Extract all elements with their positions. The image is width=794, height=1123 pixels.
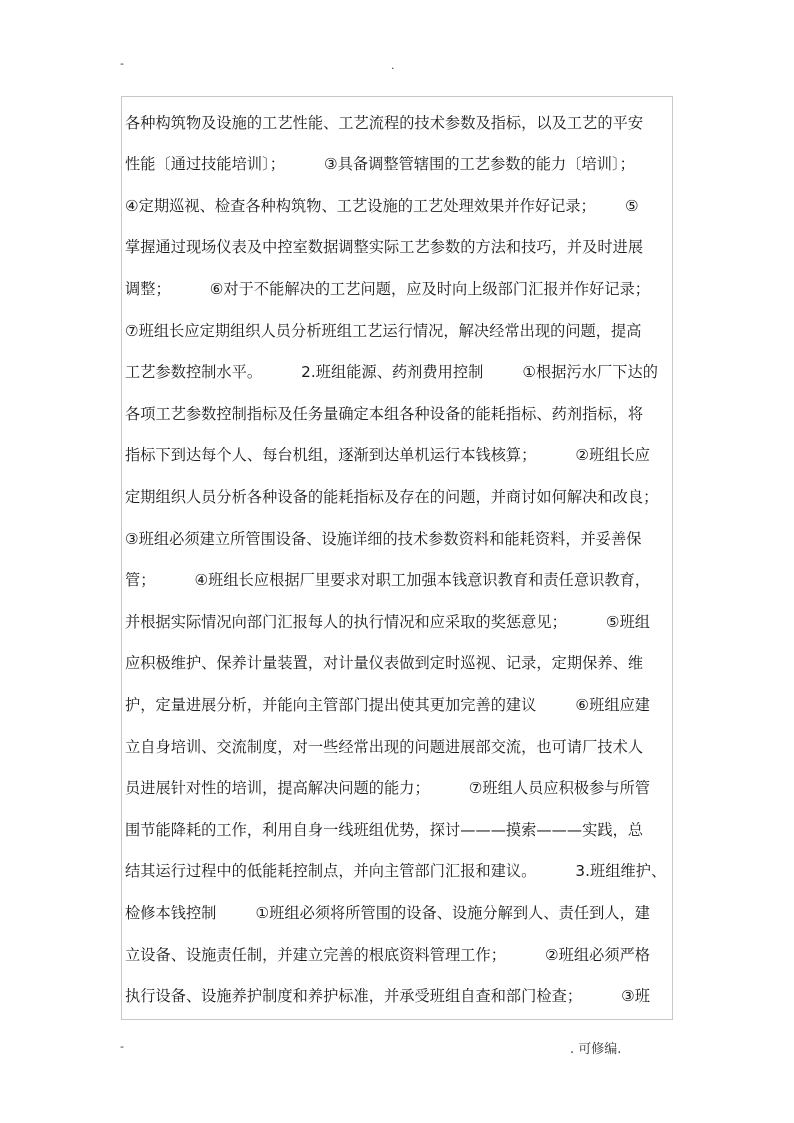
body-line: 工艺参数控制水平。 2.班组能源、药剂费用控制 ①根据污水厂下达的 [125, 363, 658, 381]
body-line: 结其运行过程中的低能耗控制点，并向主管部门汇报和建议。 3.班组维护、 [125, 862, 667, 880]
body-line: 并根据实际情况向部门汇报每人的执行情况和应采取的奖惩意见； ⑤班组 [125, 613, 651, 631]
body-line: 立自身培训、交流制度，对一些经常出现的问题进展部交流，也可请厂技术人 [125, 738, 644, 756]
footer-editable-note: . 可修编. [570, 1042, 622, 1057]
body-line: ⑦班组长应定期组织人员分析班组工艺运行情况，解决经常出现的问题，提高 [125, 322, 642, 340]
body-line: 围节能降耗的工作，利用自身一线班组优势，探讨———摸索———实践，总 [125, 821, 644, 839]
body-line: ④定期巡视、检查各种构筑物、工艺设施的工艺处理效果并作好记录； ⑤ [125, 197, 639, 215]
body-line: 员进展针对性的培训，提高解决问题的能力； ⑦班组人员应积极参与所管 [125, 779, 651, 797]
body-line: 性能〔通过技能培训〕； ③具备调整管辖围的工艺参数的能力〔培训〕； [125, 155, 635, 173]
body-line: 执行设备、设施养护制度和养护标准，并承受班组自查和部门检查； ③班 [125, 987, 651, 1005]
body-line: 调整； ⑥对于不能解决的工艺问题，应及时向上级部门汇报并作好记录； [125, 280, 651, 298]
body-line: 管； ④班组长应根据厂里要求对职工加强本钱意识教育和责任意识教育， [125, 571, 651, 589]
body-line: 护，定量进展分析，并能向主管部门提出使其更加完善的建议 ⑥班组应建 [125, 696, 651, 714]
body-line: 立设备、设施责任制，并建立完善的根底资料管理工作； ②班组必须严格 [125, 946, 651, 964]
body-line: 各种构筑物及设施的工艺性能、工艺流程的技术参数及指标，以及工艺的平安 [125, 114, 644, 132]
footer-left-mark: - [120, 1040, 124, 1053]
body-line: 应积极维护、保养计量装置，对计量仪表做到定时巡视、记录，定期保养、维 [125, 654, 644, 672]
body-line: 定期组织人员分析各种设备的能耗指标及存在的问题，并商讨如何解决和改良； [125, 488, 659, 506]
body-line: ③班组必须建立所管围设备、设施详细的技术参数资料和能耗资料，并妥善保 [125, 530, 642, 548]
header-left-mark: - [120, 57, 124, 70]
body-line: 检修本钱控制 ①班组必须将所管围的设备、设施分解到人、责任到人，建 [125, 904, 651, 922]
body-line: 各项工艺参数控制指标及任务量确定本组各种设备的能耗指标、药剂指标，将 [125, 405, 644, 423]
header-right-mark: . [391, 59, 395, 72]
body-line: 指标下到达每个人、每台机组，逐渐到达单机运行本钱核算； ②班组长应 [125, 446, 651, 464]
body-line: 掌握通过现场仪表及中控室数据调整实际工艺参数的方法和技巧，并及时进展 [125, 238, 644, 256]
